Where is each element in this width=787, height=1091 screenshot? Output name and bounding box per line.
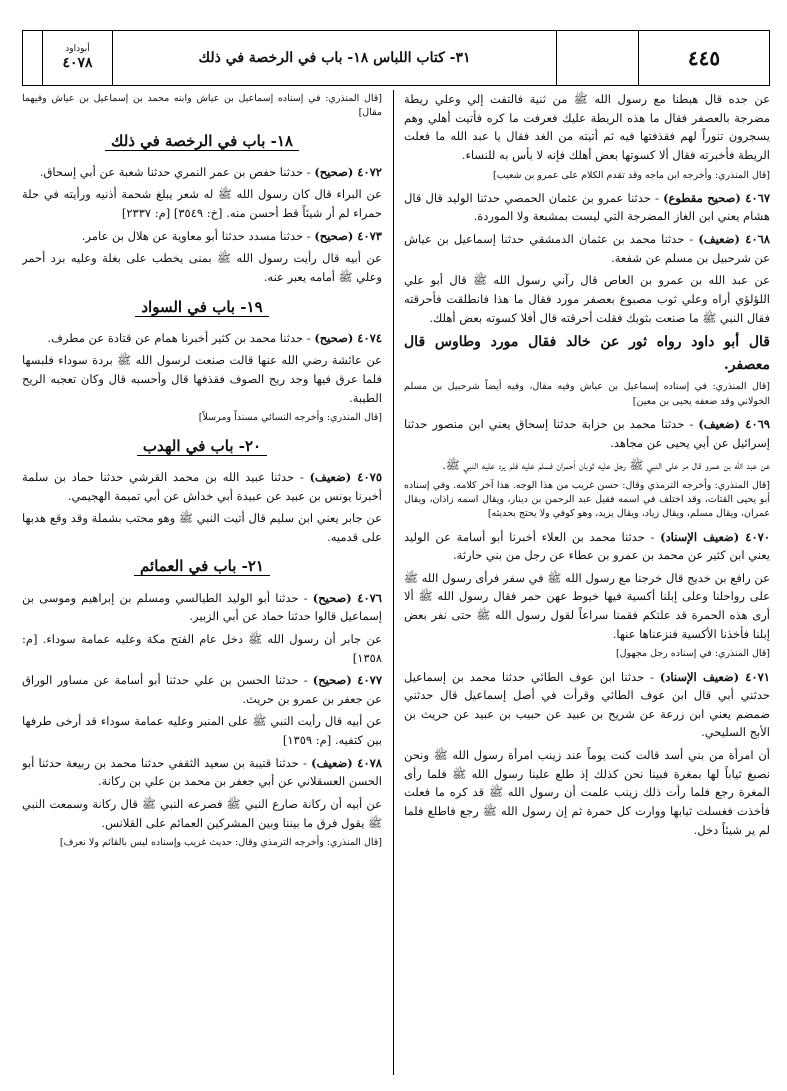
paragraph-text: عن جابر أن رسول الله ﷺ دخل عام الفتح مكة وعليه عمامة سوداء. [م: ١٣٥٨] — [22, 631, 382, 665]
hadith-text — [22, 185, 382, 222]
paragraph-text: [قال المنذري: في إسناده رجل مجهول] — [615, 648, 770, 660]
hadith-text — [404, 456, 770, 475]
book-name: أبوداود — [65, 43, 90, 54]
hadith-range: ٤٠٧٨ — [62, 54, 93, 71]
paragraph-text: [قال المنذري: وأخرجه الترمذي وقال: حسن غريب من هذا الوجه. هذا آخر كلامه. وفي إسناده أبو يحيى القتات، وقد اختلف في اسمه فقيل عبد الرحمن بن دينار، ويقال اسمه زاذان، ويقال عمران، ويقال مسلم، ويقال زياد، ويقال يزيد، وهو كوفي ولا يحتج بحديثه] — [404, 479, 770, 520]
hadith-number: ٤٠٧٥ (ضعيف) — [309, 469, 382, 484]
paragraph-text: حدثنا محمد بن العلاء أخبرنا أبو أسامة عن الوليد يعني ابن كثير عن محمد بن عمرو بن عطاء عن رجل من بني حارثة. — [404, 529, 770, 563]
paragraph-text: عن رافع بن خديج قال خرجنا مع رسول الله ﷺ في سفر فرأى رسول الله ﷺ على رواحلنا وعلى إبلنا أكسية فيها خيوط عهن حمر فقال رسول الله ﷺ ألا أرى هذه الحمرة قد علتكم فقمنا سراعاً لقول رسول الله ﷺ حتى نفر بعض إبلنا فأخذنا الأكسية فنزعناها عنها. — [404, 570, 770, 641]
paragraph-text: حدثنا مسدد حدثنا أبو معاوية عن هلال بن عامر. — [81, 228, 304, 243]
chapter-heading — [22, 295, 382, 319]
paragraph-text: حدثنا حفص بن عمر النمري حدثنا شعبة عن أبي إسحاق. — [39, 164, 304, 179]
paragraph-text: حدثنا محمد بن حزابة حدثنا إسحاق يعني ابن منصور حدثنا إسرائيل عن أبي يحيى عن مجاهد. — [404, 416, 770, 450]
paragraph-text: عن أبيه قال رأيت رسول الله ﷺ بمنى يخطب على بغلة وعليه برد أحمر وعلي ﷺ أمامه يعبر عنه. — [22, 251, 382, 284]
chapter-heading — [22, 554, 382, 578]
paragraph-text: حدثنا الحسن بن علي حدثنا أبو أسامة عن مساور الوراق عن جعفر بن عمرو بن حريث. — [22, 673, 382, 706]
footnote — [404, 380, 770, 409]
column-divider — [393, 90, 394, 1075]
paragraph-text: عن عبد الله بن عمرو قال مر على النبي ﷺ رجل عليه ثوبان أحمران فسلم عليه فلم يرد عليه النبي ﷺ. — [442, 458, 770, 473]
hadith-chain: ٤٠٧٤ (صحيح) - حدثنا محمد بن كثير أخبرنا همام عن قتادة عن مطرف. — [47, 330, 382, 345]
paragraph-text: عن أبيه قال رأيت النبي ﷺ على المنبر وعليه عمامة سوداء قد أرخى طرفها بين كتفيه. [م: ١٣٥٩] — [22, 714, 382, 748]
hadith-chain: ٤٠٧١ (ضعيف الإسناد) - حدثنا ابن عوف الطائي حدثنا محمد بن إسماعيل حدثني أبي قال ابن عوف الطائي وقرأت في أصل إسماعيل قال حدثني ضمضم يعني ابن زرعة عن شريح بن عبيد عن حبيب بن عبيد عن حريث بن الأبج السليحي. — [404, 669, 770, 740]
hadith-number: ٤٠٧٦ (صحيح) — [312, 590, 382, 605]
hadith-number: ٤٠٧٨ (ضعيف) — [311, 755, 382, 770]
hadith-text — [22, 509, 382, 546]
hadith-text — [22, 630, 382, 667]
paragraph-text: قال أبو داود رواه ثور عن خالد فقال مورد وطاوس قال معصفر. — [404, 334, 770, 373]
hadith-number: ٤٠٧٣ (صحيح) — [314, 228, 382, 243]
hadith-chain: ٤٠٧٧ (صحيح) - حدثنا الحسن بن علي حدثنا أبو أسامة عن مساور الوراق عن جعفر بن عمرو بن حريث. — [22, 673, 382, 706]
hadith-chain: ٤٠٧٨ (ضعيف) - حدثنا قتيبة بن سعيد الثقفي حدثنا محمد بن ربيعة حدثنا أبو الحسن العسقلاني عن أبي جعفر بن محمد بن علي بن ركانة. — [22, 755, 382, 789]
chapter-heading — [22, 434, 382, 458]
hadith-chain: ٤٠٧٢ (صحيح) - حدثنا حفص بن عمر النمري حدثنا شعبة عن أبي إسحاق. — [39, 164, 382, 179]
hadith-text — [22, 795, 382, 832]
paragraph-text: عن جابر يعني ابن سليم قال أتيت النبي ﷺ وهو محتب بشملة وقد وقع هدبها على قدميه. — [22, 511, 382, 544]
paragraph-text: عن البراء قال كان رسول الله ﷺ له شعر يبلغ شحمة أذنيه ورأيته في حلة حمراء لم أر شيئاً قط أحسن منه. [خ: ٣٥٤٩] [م: ٢٣٣٧] — [22, 187, 382, 221]
hadith-number: ٤٠٦٨ (ضعيف) — [698, 232, 770, 246]
hadith-chain: ٤٠٧٣ (صحيح) - حدثنا مسدد حدثنا أبو معاوية عن هلال بن عامر. — [81, 228, 382, 243]
paragraph-text: [قال المنذري: في إسناده إسماعيل بن عياش وفيه مقال، وفيه أيضاً شرحبيل بن مسلم الخولاني وقد ضعفه يحيى بن معين] — [404, 381, 770, 407]
hadith-number: ٤٠٦٧ (صحيح مقطوع) — [663, 190, 770, 205]
hadith-text — [22, 249, 382, 286]
chapter-heading-text: ١٨- باب في الرخصة في ذلك — [105, 132, 299, 151]
hadith-text — [404, 569, 770, 644]
hadith-number: ٤٠٦٩ (ضعيف) — [698, 416, 770, 431]
paragraph-text: [قال المنذري: وأخرجه النسائي مسنداً ومرسلاً] — [198, 412, 382, 424]
header-empty-cell — [23, 31, 43, 85]
paragraph-text: عن عبد الله بن عمرو بن العاص قال رآني رسول الله ﷺ قال أبو علي اللؤلؤي أراه وعلي ثوب مصبوغ بعصفر مورد فقال ما هذا فانطلقت فأحرقته فقال النبي ﷺ ما صنعت بثوبك فقلت أحرقته قال أفلا كسوته بعض أهلك. — [404, 273, 770, 325]
paragraph-text: حدثنا عبيد الله بن محمد القرشي حدثنا حماد بن سلمة أخبرنا يونس بن عبيد عن عبيدة أبي خداش عن أبي تميمة الهجيمي. — [22, 469, 382, 503]
header-reference — [43, 31, 113, 85]
footnote — [22, 92, 382, 121]
paragraph-text: أن امرأة من بني أسد قالت كنت يوماً عند زينب امرأة رسول الله ﷺ ونحن نصبغ ثياباً لها بمغرة فبينا نحن كذلك إذ طلع علينا رسول الله ﷺ فلما رأى المغرة رجع فلما رأت ذلك زينب علمت أن رسول الله ﷺ قد كره ما فعلت فأخذت فغسلت ثيابها ووارت كل حمرة ثم إن رسول الله ﷺ رجع فاطلع فلما لم ير شيئاً دخل. — [404, 748, 770, 837]
hadith-number: ٤٠٧٢ (صحيح) — [314, 164, 382, 179]
hadith-chain: ٤٠٧٦ (صحيح) - حدثنا أبو الوليد الطيالسي ومسلم بن إبراهيم وموسى بن إسماعيل قالوا حدثنا حماد عن أبي الزبير. — [22, 590, 382, 624]
chapter-heading-text: ٢١- باب في العمائم — [134, 557, 270, 576]
paragraph-text: عن عائشة رضي الله عنها قالت صنعت لرسول الله ﷺ بردة سوداء فلبسها فلما عرق فيها وجد ريح الصوف فقذفها قال وأحسبه قال وكان تعجبه الريح الطيبة. — [22, 353, 382, 405]
hadith-number: ٤٠٧١ (ضعيف الإسناد) — [659, 669, 770, 684]
paragraph-text: عن أبيه أن ركانة صارع النبي ﷺ فصرعه النبي ﷺ قال ركانة وسمعت النبي ﷺ يقول فرق ما بيننا وبين المشركين العمائم على القلانس. — [22, 796, 382, 830]
paragraph-text: حدثنا ابن عوف الطائي حدثنا محمد بن إسماعيل حدثني أبي قال ابن عوف الطائي وقرأت في أصل إسماعيل قال حدثني ضمضم يعني ابن زرعة عن شريح بن عبيد عن حبيب بن عبيد عن حريث بن الأبج السليحي. — [404, 669, 770, 740]
hadith-number: ٤٠٧٧ (صحيح) — [312, 673, 382, 688]
abu-dawud-remark — [404, 331, 770, 376]
hadith-chain: ٤٠٦٨ (ضعيف) - حدثنا محمد بن عثمان الدمشقي حدثنا إسماعيل بن عياش عن شرحبيل بن مسلم عن شفعة. — [404, 232, 770, 265]
chapter-heading-text: ١٩- باب في السواد — [135, 298, 268, 317]
hadith-chain: ٤٠٧٥ (ضعيف) - حدثنا عبيد الله بن محمد القرشي حدثنا حماد بن سلمة أخبرنا يونس بن عبيد عن عبيدة أبي خداش عن أبي تميمة الهجيمي. — [22, 469, 382, 503]
hadith-number: ٤٠٧٠ (ضعيف الإسناد) — [660, 529, 770, 544]
hadith-text — [22, 712, 382, 749]
header-gap-cell — [557, 31, 639, 85]
footnote — [404, 647, 770, 661]
hadith-text — [22, 351, 382, 407]
footnote — [22, 836, 382, 850]
left-column — [22, 90, 382, 1075]
book-page — [22, 30, 770, 1082]
paragraph-text: حدثنا أبو الوليد الطيالسي ومسلم بن إبراهيم وموسى بن إسماعيل قالوا حدثنا حماد عن أبي الزبير. — [22, 590, 382, 624]
right-column — [404, 90, 770, 1075]
paragraph-text: حدثنا قتيبة بن سعيد الثقفي حدثنا محمد بن ربيعة حدثنا أبو الحسن العسقلاني عن أبي جعفر بن محمد بن علي بن ركانة. — [22, 755, 382, 789]
paragraph-text: حدثنا محمد بن كثير أخبرنا همام عن قتادة عن مطرف. — [47, 330, 304, 345]
paragraph-text: [قال المنذري: في إسناده إسماعيل بن عياش وابنه محمد بن إسماعيل بن عياش وفيهما مقال] — [22, 93, 382, 119]
hadith-text — [404, 746, 770, 839]
page-number: ٤٤٥ — [687, 46, 721, 70]
hadith-text — [404, 90, 770, 165]
hadith-text — [404, 271, 770, 327]
page-header — [22, 30, 770, 86]
footnote — [404, 479, 770, 522]
footnote — [22, 411, 382, 425]
paragraph-text: حدثنا محمد بن عثمان الدمشقي حدثنا إسماعيل بن عياش عن شرحبيل بن مسلم عن شفعة. — [404, 232, 770, 265]
hadith-chain: ٤٠٧٠ (ضعيف الإسناد) - حدثنا محمد بن العلاء أخبرنا أبو أسامة عن الوليد يعني ابن كثير عن محمد بن عمرو بن عطاء عن رجل من بني حارثة. — [404, 529, 770, 563]
paragraph-text: [قال المنذري: وأخرجه الترمذي وقال: حديث غريب وإسناده ليس بالقائم ولا نعرف] — [59, 837, 382, 849]
chapter-heading-text: ٢٠- باب في الهدب — [137, 437, 267, 456]
chapter-heading — [22, 129, 382, 153]
running-title: ٣١- كتاب اللباس ١٨- باب في الرخصة في ذلك — [113, 31, 557, 85]
paragraph-text: [قال المنذري: وأخرجه ابن ماجه وقد تقدم الكلام على عمرو بن شعيب] — [493, 169, 770, 181]
hadith-chain: ٤٠٦٧ (صحيح مقطوع) - حدثنا عمرو بن عثمان الحمصي حدثنا الوليد قال قال هشام يعني ابن الغاز المضرجة التي ليست بمشبعة ولا الموردة. — [404, 190, 770, 224]
hadith-number: ٤٠٧٤ (صحيح) — [314, 330, 382, 345]
paragraph-text: عن جده قال هبطنا مع رسول الله ﷺ من ثنية فالتفت إلي وعلي ريطة مضرجة بالعصفر فقال ما هذه الريطة عليك فعرفت ما كره فأتيت أهلي وهم يسجرون تنوراً لهم فقذفتها فيه ثم أتيته من الغد فقال يا عبد الله ما فعلت الريطة فأخبرته فقال ألا كسوتها بعض أهلك فإنه لا بأس به للنساء. — [404, 92, 770, 162]
footnote — [404, 169, 770, 183]
hadith-chain: ٤٠٦٩ (ضعيف) - حدثنا محمد بن حزابة حدثنا إسحاق يعني ابن منصور حدثنا إسرائيل عن أبي يحيى عن مجاهد. — [404, 416, 770, 450]
paragraph-text: حدثنا عمرو بن عثمان الحمصي حدثنا الوليد قال قال هشام يعني ابن الغاز المضرجة التي ليست بمشبعة ولا الموردة. — [404, 190, 770, 224]
